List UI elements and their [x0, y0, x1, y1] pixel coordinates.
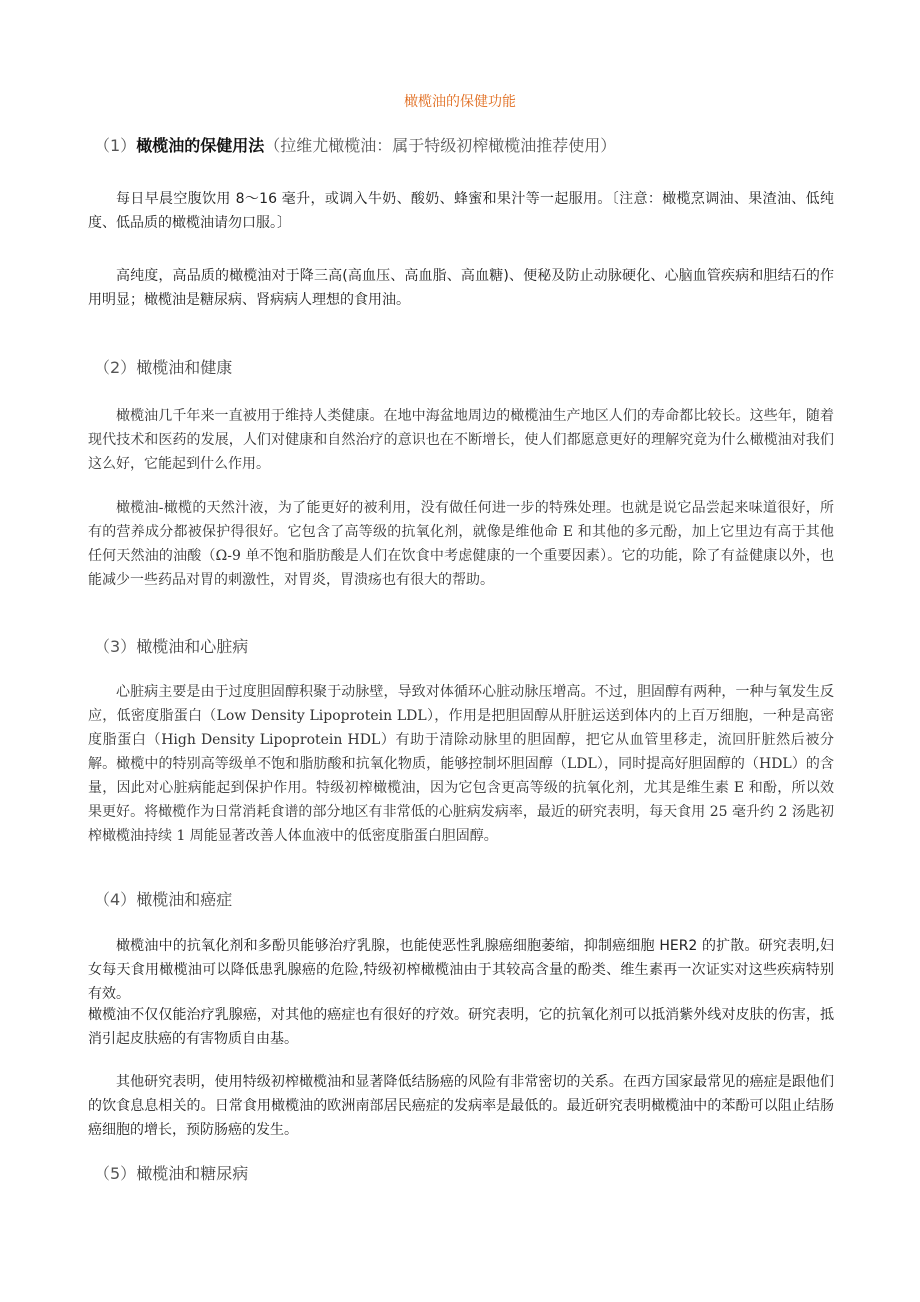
section-4-heading: [94, 888, 834, 912]
section-4-number: （4）: [94, 890, 137, 909]
section-2-title: 橄榄油和健康: [136, 358, 233, 377]
document-title: 橄榄油的保健功能: [404, 94, 516, 110]
section-2-number: （2）: [94, 358, 137, 377]
section-4-paragraph-3: 其他研究表明，使用特级初榨橄榄油和显著降低结肠癌的风险有非常密切的关系。在西方国家最常见的癌症是跟他们的饮食息息相关的。日常食用橄榄油的欧洲南部居民癌症的发病率是最低的。最近研究表明橄榄油中的苯酚可以阻止结肠癌细胞的增长，预防肠癌的发生。: [88, 1074, 834, 1138]
section-4-title: 橄榄油和癌症: [136, 890, 233, 909]
section-1-number: （1）: [94, 136, 137, 155]
section-5-heading: [94, 1162, 834, 1186]
section-4-paragraph-1: 橄榄油中的抗氧化剂和多酚贝能够治疗乳腺，也能使恶性乳腺癌细胞萎缩，抑制癌细胞 HER2 的扩散。研究表明,妇女每天食用橄榄油可以降低患乳腺癌的危险,特级初榨橄榄油由于其较高含量的酚类、维生素再一次证实对这些疾病特别有效。: [88, 938, 834, 1002]
section-5-number: （5）: [94, 1164, 137, 1183]
section-3-heading: [94, 635, 834, 659]
section-4-paragraph-2: 橄榄油不仅仅能治疗乳腺癌，对其他的癌症也有很好的疗效。研究表明，它的抗氧化剂可以抵消紫外线对皮肤的伤害，抵消引起皮肤癌的有害物质自由基。: [88, 1007, 834, 1047]
section-3-paragraph-1: 心脏病主要是由于过度胆固醇积聚于动脉壁，导致对体循环心脏动脉压增高。不过，胆固醇有两种，一种与氧发生反应，低密度脂蛋白（Low Density Lipoprotein LDL），作用是把胆固醇从肝脏运送到体内的上百万细胞，一种是高密度脂蛋白（High Density Lipoprotein HDL）有助于清除动脉里的胆固醇，把它从血管里移走，流回肝脏然后被分解。橄榄中的特别高等级单不饱和脂肪酸和抗氧化物质，能够控制坏胆固醇（LDL），同时提高好胆固醇的（HDL）的含量，因此对心脏病能起到保护作用。特级初榨橄榄油，因为它包含更高等级的抗氧化剂，尤其是维生素 E 和酚，所以效果更好。将橄榄作为日常消耗食谱的部分地区有非常低的心脏病发病率，最近的研究表明，每天食用 25 毫升约 2 汤匙初榨橄榄油持续 1 周能显著改善人体血液中的低密度脂蛋白胆固醇。: [88, 684, 834, 844]
section-1-subtitle: （拉维尤橄榄油：属于特级初榨橄榄油推荐使用）: [264, 136, 617, 155]
section-2-paragraph-2: 橄榄油-橄榄的天然汁液，为了能更好的被利用，没有做任何进一步的特殊处理。也就是说它品尝起来味道很好，所有的营养成分都被保护得很好。它包含了高等级的抗氧化剂，就像是维他命 E 和其他的多元酚，加上它里边有高于其他任何天然油的油酸（Ω-9 单不饱和脂肪酸是人们在饮食中考虑健康的一个重要因素）。它的功能，除了有益健康以外，也能减少一些药品对胃的刺激性，对胃炎，胃溃疡也有很大的帮助。: [88, 500, 834, 588]
section-3-number: （3）: [94, 637, 137, 656]
section-2-paragraph-1: 橄榄油几千年来一直被用于维持人类健康。在地中海盆地周边的橄榄油生产地区人们的寿命都比较长。这些年，随着现代技术和医药的发展，人们对健康和自然治疗的意识也在不断增长，使人们都愿意更好的理解究竟为什么橄榄油对我们这么好，它能起到什么作用。: [88, 408, 834, 472]
section-1-paragraph-1: 每日早晨空腹饮用 8～16 毫升，或调入牛奶、酸奶、蜂蜜和果汁等一起服用。〔注意：橄榄烹调油、果渣油、低纯度、低品质的橄榄油请勿口服。〕: [88, 191, 834, 231]
section-2-heading: [94, 356, 834, 380]
section-1-heading: [94, 134, 834, 158]
section-3-title: 橄榄油和心脏病: [136, 637, 249, 656]
section-5-title: 橄榄油和糖尿病: [136, 1164, 249, 1183]
section-1-paragraph-2: 高纯度，高品质的橄榄油对于降三高(高血压、高血脂、高血糖)、便秘及防止动脉硬化、心脑血管疾病和胆结石的作用明显；橄榄油是糖尿病、肾病病人理想的食用油。: [88, 268, 834, 308]
section-1-title: 橄榄油的保健用法: [136, 136, 265, 155]
